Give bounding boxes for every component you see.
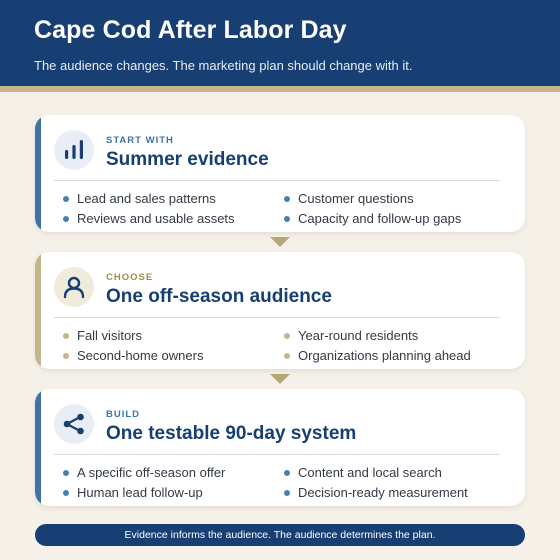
share-network-icon xyxy=(54,404,94,444)
header-stripe xyxy=(0,86,560,92)
bullet-item xyxy=(284,211,461,226)
card-accent-bar xyxy=(35,252,41,369)
bullet-text: Capacity and follow-up gaps xyxy=(298,211,462,226)
card-accent-bar xyxy=(35,389,41,506)
bullet-item xyxy=(284,485,468,500)
bullet-item xyxy=(63,348,203,363)
bullet-dot xyxy=(63,196,69,202)
bullet-text: Content and local search xyxy=(298,465,442,480)
footer-text: Evidence informs the audience. The audience determines the plan. xyxy=(124,529,436,541)
page-title: Cape Cod After Labor Day xyxy=(34,16,347,44)
card-kicker: START WITH xyxy=(106,135,174,146)
card-divider xyxy=(54,180,500,181)
bullet-dot xyxy=(63,216,69,222)
bullet-dot xyxy=(63,490,69,496)
bullet-item xyxy=(63,465,225,480)
bullet-text: Customer questions xyxy=(298,191,414,206)
bullet-text: Second-home owners xyxy=(77,348,204,363)
bullet-dot xyxy=(284,490,290,496)
card-accent-bar xyxy=(35,115,41,232)
card-kicker: BUILD xyxy=(106,409,141,420)
down-arrow-icon xyxy=(270,237,290,247)
bullet-item xyxy=(284,191,414,206)
bullet-item xyxy=(284,328,418,343)
card-off-season-audience xyxy=(35,252,525,369)
card-divider xyxy=(54,454,500,455)
card-title: One testable 90-day system xyxy=(106,423,357,444)
bullet-item xyxy=(63,328,142,343)
card-title: One off-season audience xyxy=(106,286,332,307)
bullet-item xyxy=(63,485,203,500)
bullet-dot xyxy=(63,353,69,359)
bullet-item xyxy=(63,211,235,226)
bullet-dot xyxy=(284,470,290,476)
bullet-dot xyxy=(63,470,69,476)
bullet-text: A specific off-season offer xyxy=(77,465,226,480)
card-90-day-system xyxy=(35,389,525,506)
card-divider xyxy=(54,317,500,318)
bullet-text: Organizations planning ahead xyxy=(298,348,471,363)
bullet-dot xyxy=(284,333,290,339)
bullet-item xyxy=(284,465,442,480)
bullet-item xyxy=(284,348,471,363)
bullet-dot xyxy=(284,196,290,202)
bullet-text: Year-round residents xyxy=(298,328,419,343)
bullet-item xyxy=(63,191,216,206)
card-title: Summer evidence xyxy=(106,149,269,170)
down-arrow-icon xyxy=(270,374,290,384)
bullet-text: Reviews and usable assets xyxy=(77,211,235,226)
bullet-dot xyxy=(284,353,290,359)
card-kicker: CHOOSE xyxy=(106,272,154,283)
bullet-text: Lead and sales patterns xyxy=(77,191,216,206)
bullet-dot xyxy=(284,216,290,222)
card-summer-evidence xyxy=(35,115,525,232)
bar-chart-icon xyxy=(54,130,94,170)
person-icon xyxy=(54,267,94,307)
page-subtitle: The audience changes. The marketing plan should change with it. xyxy=(34,58,413,73)
bullet-text: Human lead follow-up xyxy=(77,485,203,500)
bullet-text: Decision-ready measurement xyxy=(298,485,468,500)
header-banner xyxy=(0,0,560,86)
footer-banner xyxy=(35,524,525,546)
bullet-text: Fall visitors xyxy=(77,328,143,343)
bullet-dot xyxy=(63,333,69,339)
